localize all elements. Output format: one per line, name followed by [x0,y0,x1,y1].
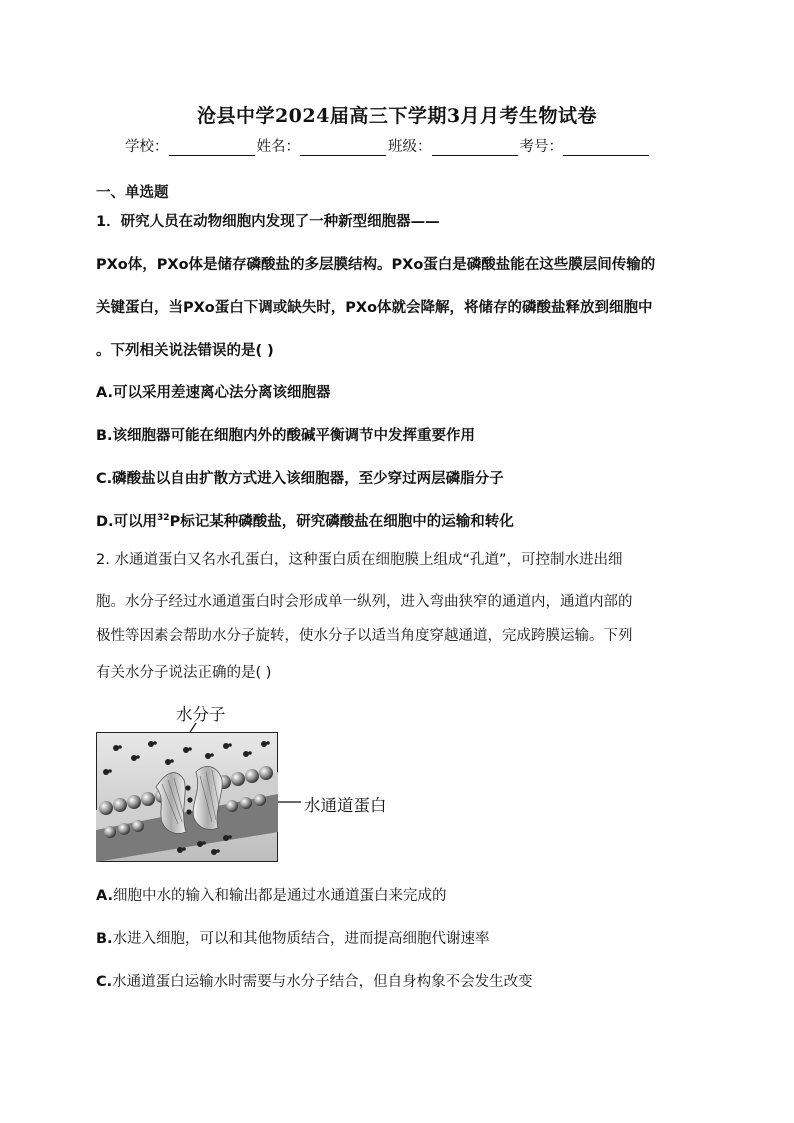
name-label: 姓名： [256,139,300,155]
school-label: 学校： [125,139,169,155]
q2-option-a-letter: A. [96,888,113,904]
q1-line-2: PXo体，PXo体是储存磷酸盐的多层膜结构。PXo蛋白是磷酸盐能在这些膜层间传输的 [96,257,656,273]
q2-option-c-text: 水通道蛋白运输水时需要与水分子结合，但自身构象不会发生改变 [112,974,533,990]
q1-option-d-pre: D.可以用 [96,514,158,530]
figure-label-water-molecule: 水分子 [176,705,226,724]
q2-option-c[interactable] [96,970,533,991]
q2-option-b-letter: B. [96,931,113,947]
q1-line-4: 。下列相关说法错误的是( ) [96,343,274,359]
aquaporin-membrane-illustration [96,732,278,862]
q2-option-b-text: 水进入细胞，可以和其他物质结合，进而提高细胞代谢速率 [112,931,490,947]
q1-option-b[interactable]: B.该细胞器可能在细胞内外的酸碱平衡调节中发挥重要作用 [96,428,476,444]
q2-line-2: 胞。水分子经过水通道蛋白时会形成单一纵列，进入弯曲狭窄的通道内，通道内部的 [96,594,633,610]
q2-line-3: 极性等因素会帮助水分子旋转，使水分子以适当角度穿越通道，完成跨膜运输。下列 [96,628,633,644]
class-label: 班级： [388,139,432,155]
page-title: 沧县中学2024届高三下学期3月月考生物试卷 [196,105,598,127]
figure-label-aquaporin: 水通道蛋白 [304,796,387,815]
q1-option-a[interactable]: A.可以采用差速离心法分离该细胞器 [96,385,331,401]
section-heading: 一、单选题 [96,185,169,201]
q2-option-a[interactable] [96,884,447,905]
q1-option-d-isotope: 32 [157,513,170,523]
q2-option-c-letter: C. [96,974,113,990]
exam-number-label: 考号： [519,139,563,155]
q1-line-3: 关键蛋白，当PXo蛋白下调或缺失时，PXo体就会降解，将储存的磷酸盐释放到细胞中 [96,300,653,316]
q1-line-1: 1．研究人员在动物细胞内发现了一种新型细胞器—— [96,214,440,230]
q1-option-c[interactable]: C.磷酸盐以自由扩散方式进入该细胞器，至少穿过两层磷脂分子 [96,471,504,487]
q1-option-d-post: P标记某种磷酸盐，研究磷酸盐在细胞中的运输和转化 [169,514,514,530]
q2-line-1: 2. 水通道蛋白又名水孔蛋白，这种蛋白质在细胞膜上组成“孔道”，可控制水进出细 [96,552,623,568]
q2-line-4-text: 有关水分子说法正确的是( ) [96,665,272,681]
q2-option-a-text: 细胞中水的输入和输出都是通过水通道蛋白来完成的 [113,888,447,904]
q2-option-b[interactable] [96,927,490,948]
